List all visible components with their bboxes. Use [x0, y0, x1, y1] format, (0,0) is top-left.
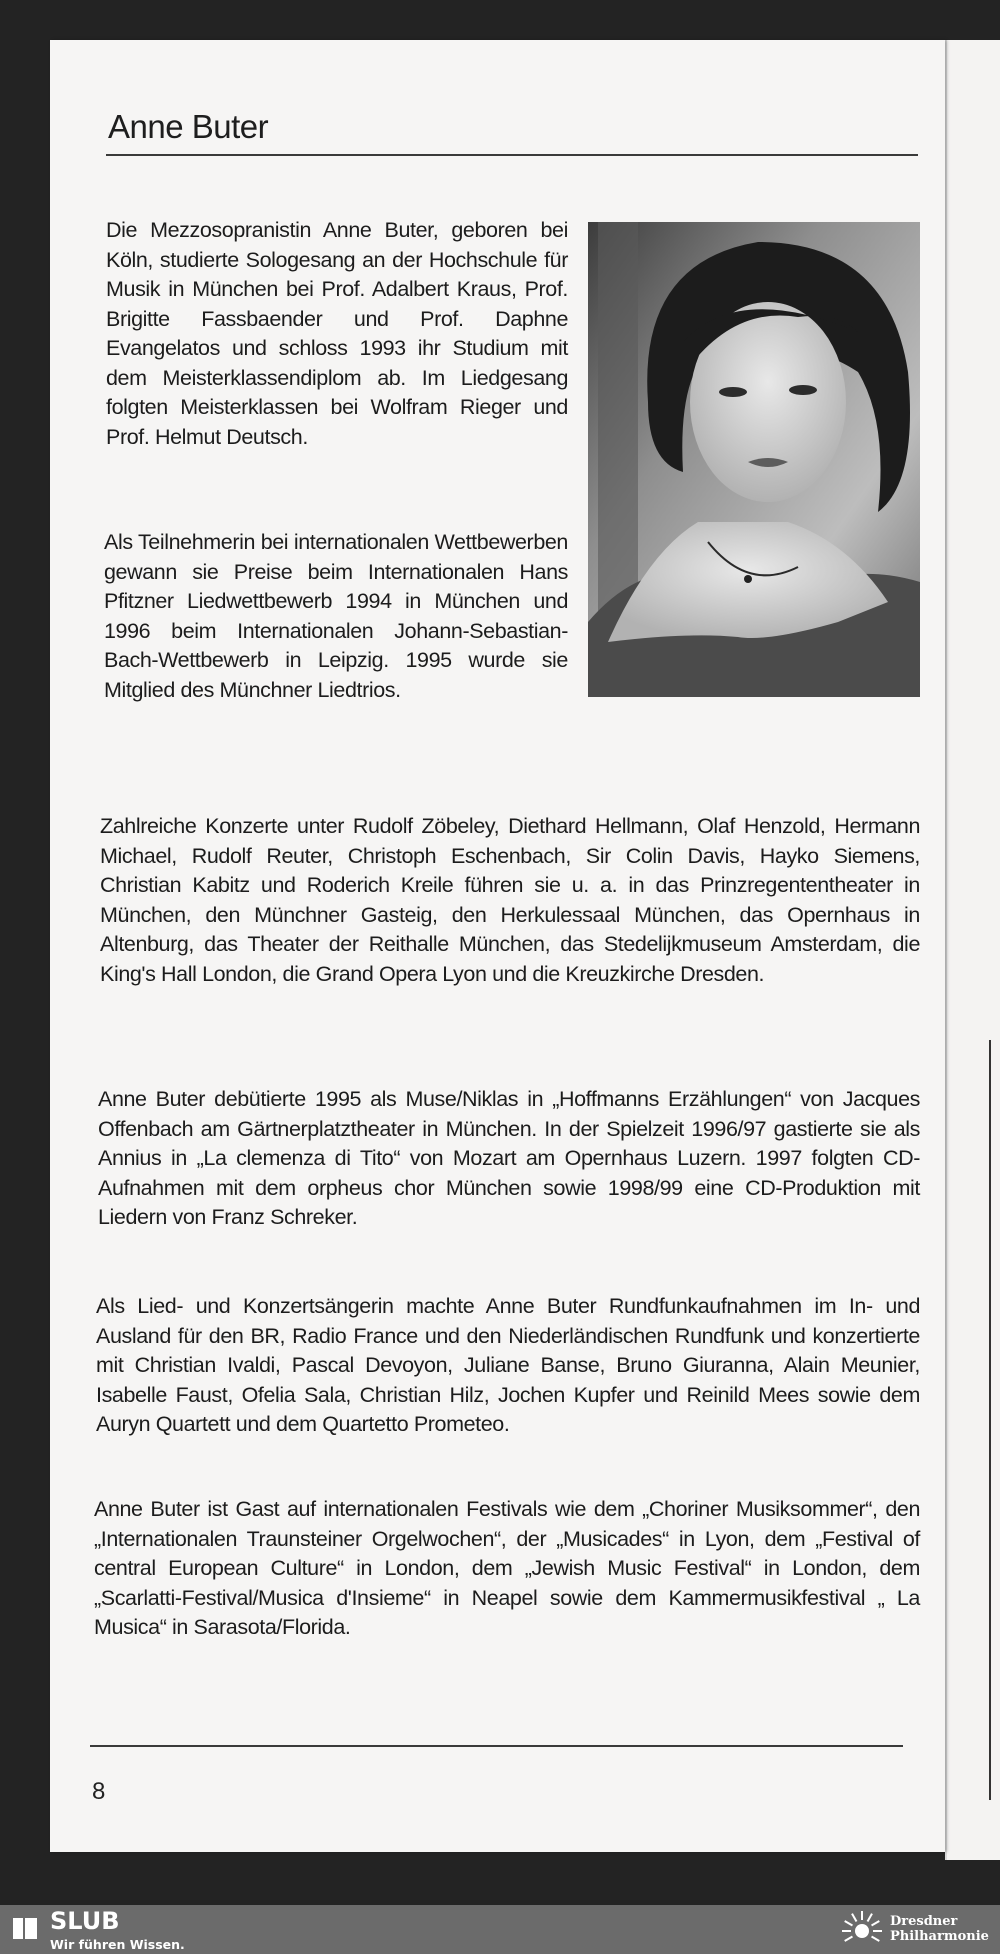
bio-paragraph-4: Anne Buter debütierte 1995 als Muse/Niklas in „Hoffmanns Erzählungen“ von Jacques Offenbach am Gärtnerplatztheater in München. In der Spielzeit 1996/97 gastierte sie als Annius in „La clemenza di Tito“ von Mozart am Opernhaus Luzern. 1997 folgten CD-Aufnahmen mit dem orpheus chor München sowie 1998/99 eine CD-Produktion mit Liedern von Franz Schreker.: [98, 1087, 920, 1229]
slub-logo-text: SLUB: [50, 1907, 120, 1935]
adjacent-page-rule: [989, 1040, 991, 1800]
bio-paragraph-6: Anne Buter ist Gast auf internationalen Festivals wie dem „Choriner Musiksommer“, den „Internationalen Traunsteiner Orgelwochen“, der „Musicades“ in Lyon, dem „Festival of central European Culture“ in London, dem „Jewish Music Festival“ in London, dem „Scarlatti-Festival/Musica d'Insieme“ in Neapel sowie dem Kammermusikfestival „ La Musica“ in Sarasota/Florida.: [94, 1497, 920, 1639]
bio-paragraph-1: Die Mezzosopranistin Anne Buter, geboren bei Köln, studierte Sologesang an der Hochschule für Musik in München bei Prof. Adalbert Kraus, Prof. Brigitte Fassbaender und Prof. Daphne Evangelatos und schloss 1993 ihr Studium mit dem Meisterklassendiplom ab. Im Liedgesang folgten Meisterklassen bei Wolfram Rieger und Prof. Helmut Deutsch.: [106, 218, 568, 449]
portrait-illustration: [588, 222, 920, 697]
footer-rule: [90, 1745, 903, 1747]
document-page: [50, 40, 945, 1852]
logo-line-1: Dresdner: [890, 1914, 958, 1929]
bio-paragraph-3: Zahlreiche Konzerte unter Rudolf Zöbeley, Diethard Hellmann, Olaf Henzold, Hermann Michael, Rudolf Reuter, Christoph Eschenbach, Sir Colin Davis, Hayko Siemens, Christian Kabitz und Roderich Kreile führen sie u. a. in das Prinzregententheater in München, den Münchner Gasteig, den Herkulessaal München, das Opernhaus in Altenburg, das Theater der Reithalle München, das Stedelijkmuseum Amsterdam, die King's Hall London, die Grand Opera Lyon und die Kreuzkirche Dresden.: [100, 814, 920, 986]
adjacent-page-edge: [945, 40, 1000, 1860]
slub-tagline: Wir führen Wissen.: [50, 1937, 185, 1952]
page-heading: Anne Buter: [108, 108, 269, 145]
book-icon: [12, 1915, 38, 1941]
portrait-photo: [588, 222, 920, 697]
sunburst-logo-icon: [842, 1909, 882, 1949]
viewer-footer-bar: [0, 1905, 1000, 1954]
bio-paragraph-5: Als Lied- und Konzertsängerin machte Anne Buter Rundfunkaufnahmen im In- und Ausland für den BR, Radio France und den Niederländischen Rundfunk und konzertierte mit Christian Ivaldi, Pascal Devoyon, Juliane Banse, Bruno Giuranna, Alain Meunier, Isabelle Faust, Ofelia Sala, Christian Hilz, Jochen Kupfer und Reinild Mees sowie dem Auryn Quartett und dem Quartetto Prometeo.: [96, 1294, 920, 1436]
dresdner-philharmonie-logo-text: [890, 1914, 989, 1944]
heading-rule: [106, 154, 918, 156]
page-number: 8: [92, 1778, 106, 1805]
logo-line-2: Philharmonie: [890, 1929, 989, 1944]
bio-paragraph-2: Als Teilnehmerin bei internationalen Wettbewerben gewann sie Preise beim Internationalen Hans Pfitzner Liedwettbewerb 1994 in München und 1996 beim Internationalen Johann-Sebastian-Bach-Wettbewerb in Leipzig. 1995 wurde sie Mitglied des Münchner Liedtrios.: [104, 530, 568, 702]
